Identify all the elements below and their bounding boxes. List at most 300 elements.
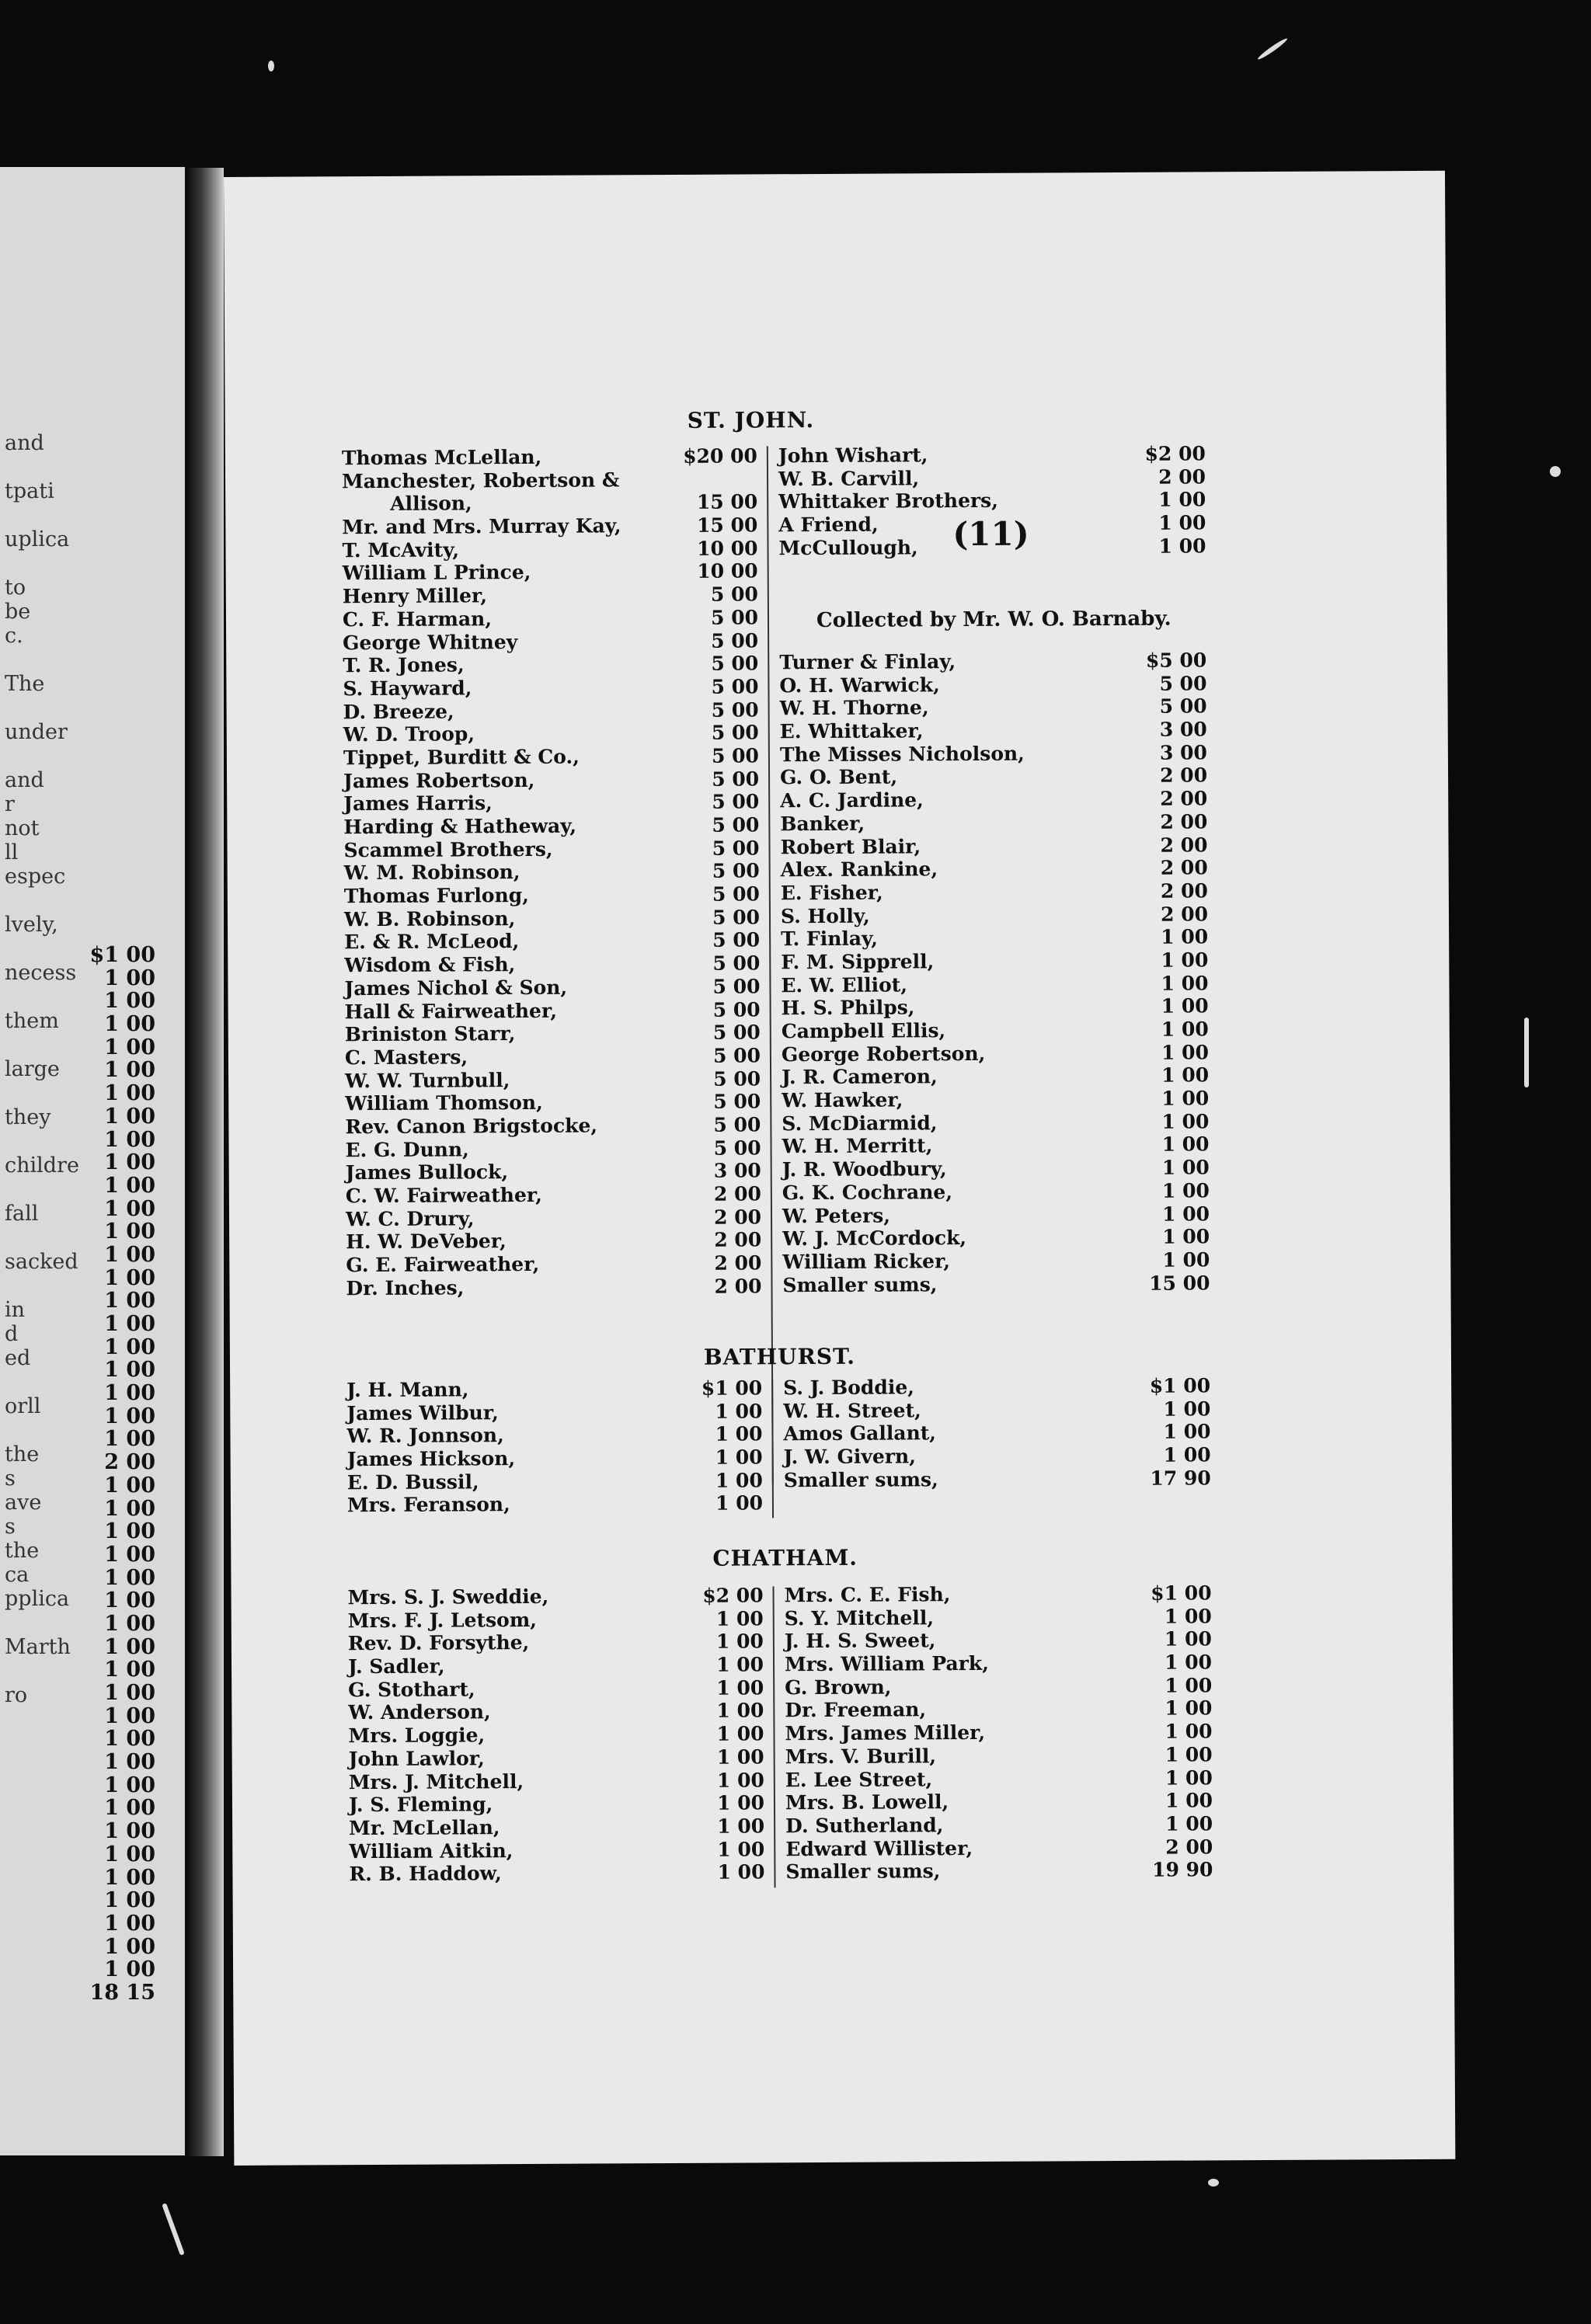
donor-row <box>346 1229 761 1254</box>
donor-name: T. Finlay, <box>781 927 878 951</box>
donor-name: James Hickson, <box>346 1447 516 1471</box>
donor-row <box>780 788 1207 813</box>
donor-row <box>783 1421 1210 1446</box>
previous-page-fragment: fall <box>5 1202 39 1226</box>
donor-row <box>348 1584 764 1609</box>
donor-row <box>783 1397 1210 1423</box>
previous-page-amount: 1 00 <box>104 1911 155 1936</box>
donor-row <box>780 810 1207 836</box>
donation-amount: 1 00 <box>715 1446 763 1469</box>
donation-amount: 1 00 <box>715 1491 764 1515</box>
donor-name: S. Hayward, <box>343 677 472 701</box>
donation-amount: 5 00 <box>712 859 760 883</box>
previous-page-amount: 1 00 <box>104 1588 155 1613</box>
donor-row <box>778 489 1206 514</box>
donor-row <box>349 1814 764 1839</box>
section-title-st-john: ST. JOHN. <box>687 407 815 433</box>
donor-name: Thomas McLellan, <box>341 445 542 470</box>
donation-amount: 1 00 <box>1161 1018 1209 1041</box>
donation-amount: 1 00 <box>1165 1743 1213 1766</box>
donor-name: G. Brown, <box>785 1675 892 1699</box>
donor-row <box>344 882 760 907</box>
previous-page-amount: 1 00 <box>104 1081 155 1106</box>
previous-page-amount: 1 00 <box>104 1473 155 1498</box>
donor-name: Mrs. F. J. Letsom, <box>347 1608 538 1632</box>
donor-row <box>346 1160 761 1185</box>
donor-row <box>345 998 761 1023</box>
donor-row <box>347 1492 763 1517</box>
donor-row <box>343 791 759 816</box>
donation-amount: 1 00 <box>715 1469 763 1492</box>
donor-name: Mrs. J. Mitchell, <box>348 1769 524 1793</box>
donor-row <box>780 741 1207 767</box>
donation-amount: 1 00 <box>1165 1651 1213 1674</box>
previous-page-amount: 1 00 <box>104 1404 155 1428</box>
donor-name: Allison, <box>390 492 472 516</box>
previous-page-amount: 1 00 <box>104 1173 155 1198</box>
donation-amount: 5 00 <box>712 975 761 998</box>
donor-row <box>342 513 757 538</box>
donor-row <box>782 1202 1210 1228</box>
donor-row <box>346 1400 762 1425</box>
donation-amount: 1 00 <box>716 1699 764 1723</box>
previous-page-fragment: lvely, <box>5 913 58 937</box>
donor-name: Mrs. V. Burill, <box>785 1745 937 1769</box>
donation-amount: 1 00 <box>1161 972 1209 995</box>
previous-page-fragment: and <box>5 431 44 455</box>
previous-page-fragment: c. <box>5 624 23 648</box>
donor-name: G. O. Bent, <box>779 765 898 789</box>
donation-amount: 1 00 <box>1162 1225 1210 1248</box>
donor-row <box>343 606 758 631</box>
donation-amount: 1 00 <box>716 1722 764 1745</box>
donor-name: John Wishart, <box>778 444 928 468</box>
donor-row <box>345 1044 761 1069</box>
donation-amount: 2 00 <box>1160 856 1208 879</box>
dust-speck <box>268 61 274 71</box>
donation-amount: 1 00 <box>1163 1397 1211 1421</box>
donation-amount: 1 00 <box>717 1814 765 1838</box>
donor-name: James Nichol & Son, <box>344 976 568 1000</box>
previous-page-amount: 1 00 <box>104 1727 155 1752</box>
donation-amount: 2 00 <box>1160 879 1208 903</box>
previous-page-amount: 1 00 <box>104 1634 155 1659</box>
donor-row <box>343 652 758 677</box>
chatham-left-column <box>348 1584 765 1886</box>
donor-name: W. M. Robinson, <box>343 861 520 885</box>
donor-row <box>778 511 1206 537</box>
donor-row <box>343 744 759 769</box>
donation-amount: 1 00 <box>1161 1041 1209 1064</box>
donor-row <box>782 1156 1210 1181</box>
donor-row <box>785 1697 1212 1723</box>
donor-row <box>346 1182 761 1207</box>
donor-name: Harding & Hatheway, <box>343 814 577 839</box>
donor-row <box>778 534 1206 560</box>
donation-amount: 1 00 <box>1158 511 1206 534</box>
donation-amount: 5 00 <box>712 1044 761 1067</box>
donation-amount: 2 00 <box>713 1182 761 1205</box>
donor-row <box>785 1812 1213 1838</box>
donor-row <box>780 695 1207 721</box>
donor-row <box>344 860 760 885</box>
donor-name: William Thomson, <box>345 1091 543 1115</box>
donor-name: T. McAvity, <box>342 538 460 562</box>
previous-page-amount: 1 00 <box>104 1242 155 1267</box>
previous-page-amount: 1 00 <box>104 1104 155 1129</box>
donation-amount: $20 00 <box>683 444 757 468</box>
previous-page-amount: $1 00 <box>89 943 155 967</box>
donation-amount: 5 00 <box>712 882 760 906</box>
dust-speck <box>1550 466 1561 477</box>
donation-amount: 1 00 <box>715 1607 764 1630</box>
previous-page-amount: 1 00 <box>104 1819 155 1844</box>
donor-name: D. Breeze, <box>343 700 454 723</box>
donor-name: W. Peters, <box>782 1204 891 1227</box>
donor-row <box>349 1861 764 1886</box>
donation-amount: $2 00 <box>702 1584 764 1607</box>
donation-amount: 5 00 <box>713 1113 761 1136</box>
donor-name: George Whitney <box>343 630 518 654</box>
donor-name: J. H. Mann, <box>346 1378 469 1402</box>
donation-amount: 5 00 <box>712 1021 761 1044</box>
donor-row <box>346 1423 762 1448</box>
donor-name: Campbell Ellis, <box>781 1019 946 1043</box>
donor-name: C. F. Harman, <box>342 607 493 631</box>
donor-name: James Robertson, <box>343 768 535 792</box>
donor-name: Banker, <box>780 812 865 836</box>
donor-name: J. R. Woodbury, <box>782 1157 947 1181</box>
previous-page-fragment: pplica <box>5 1587 70 1611</box>
donor-row <box>782 1226 1210 1251</box>
donation-amount: 1 00 <box>1158 488 1206 512</box>
donation-amount: $1 00 <box>1149 1374 1211 1397</box>
donor-row <box>781 879 1208 905</box>
donor-row <box>782 1133 1209 1159</box>
donation-amount: 1 00 <box>1163 1420 1211 1444</box>
donor-name: E. Fisher, <box>780 881 883 905</box>
bathurst-left-column <box>346 1376 763 1517</box>
donor-name: Mr. and Mrs. Murray Kay, <box>342 514 621 539</box>
donor-name: McCullough, <box>778 536 918 560</box>
st-john-right-column-top <box>778 442 1206 559</box>
donor-name: Smaller sums, <box>783 1467 938 1491</box>
column-rule-st-john <box>767 446 774 1483</box>
previous-page-fragment: them <box>5 1009 59 1033</box>
donation-amount: 1 00 <box>717 1791 765 1814</box>
donation-amount: 5 00 <box>1159 672 1207 695</box>
previous-page-fragment: necess <box>5 961 77 985</box>
donor-name: Henry Miller, <box>342 584 488 608</box>
dust-speck <box>1524 1018 1529 1087</box>
donation-amount: $1 00 <box>701 1376 763 1400</box>
donation-amount: 2 00 <box>1160 810 1208 833</box>
donation-amount: 1 00 <box>1161 994 1209 1018</box>
donation-amount: 15 00 <box>1149 1271 1210 1295</box>
donation-amount: 15 00 <box>696 490 758 514</box>
donation-amount: 1 00 <box>1164 1605 1212 1628</box>
donation-amount: 5 00 <box>711 606 759 629</box>
donor-name: John Lawlor, <box>348 1747 485 1770</box>
bathurst-right-column <box>783 1374 1211 1491</box>
donor-row <box>346 1275 761 1299</box>
donation-amount: 2 00 <box>1160 833 1208 857</box>
donor-row <box>342 491 757 516</box>
donor-name: W. B. Robinson, <box>343 906 516 931</box>
donation-amount: 1 00 <box>1163 1443 1211 1466</box>
donor-name: Alex. Rankine, <box>780 858 938 882</box>
donor-row <box>785 1605 1212 1630</box>
donor-row <box>785 1628 1212 1654</box>
donor-name: Mrs. C. E. Fish, <box>784 1583 951 1607</box>
previous-page-amount: 1 00 <box>104 1196 155 1221</box>
donation-amount: 5 00 <box>713 1090 761 1113</box>
previous-page-amount: 1 00 <box>104 965 155 990</box>
donation-amount: 1 00 <box>716 1768 764 1792</box>
donor-name: Mrs. William Park, <box>784 1651 989 1676</box>
donation-amount: 1 00 <box>1161 925 1209 948</box>
donor-row <box>781 972 1208 997</box>
donor-name: George Robertson, <box>781 1042 986 1066</box>
donor-name: E. W. Elliot, <box>781 973 908 997</box>
donor-name: J. W. Givern, <box>783 1445 916 1469</box>
donation-amount: 5 00 <box>712 997 761 1021</box>
donor-row <box>346 1376 762 1401</box>
donor-name: W. Hawker, <box>782 1088 903 1112</box>
donor-name: W. W. Turnbull, <box>345 1068 510 1092</box>
donor-row <box>343 813 759 838</box>
column-rule-chatham <box>773 1586 776 1887</box>
donor-name: Manchester, Robertson & <box>341 468 620 492</box>
donation-amount: 5 00 <box>712 928 761 952</box>
donor-row <box>343 583 758 608</box>
donation-amount: 2 00 <box>1165 1835 1213 1859</box>
donor-name: Wisdom & Fish, <box>344 953 516 977</box>
donor-name: W. J. McCordock, <box>782 1226 967 1251</box>
donor-row <box>347 1446 763 1470</box>
previous-page-amount: 1 00 <box>104 1703 155 1728</box>
donor-name: J. S. Fleming, <box>348 1793 493 1817</box>
previous-page-fragment: Marth <box>5 1635 71 1659</box>
donation-amount: 1 00 <box>1161 1132 1210 1157</box>
previous-page-fragment: ed <box>5 1346 31 1370</box>
previous-page-fragment: to be <box>5 576 31 624</box>
donor-row <box>780 764 1207 790</box>
dust-speck <box>1256 37 1288 61</box>
donor-row <box>342 444 757 469</box>
donor-row <box>342 537 757 562</box>
donor-name: S. J. Boddie, <box>783 1376 914 1400</box>
donation-amount: 3 00 <box>1159 718 1207 741</box>
donor-name: Rev. D. Forsythe, <box>347 1631 530 1655</box>
page-number: (11) <box>952 514 1029 554</box>
donor-name: G. Stothart, <box>348 1678 475 1701</box>
donor-name: W. H. Merritt, <box>782 1134 933 1158</box>
donation-amount: 5 00 <box>712 906 761 929</box>
previous-page-fragment: and r <box>5 768 44 816</box>
donation-amount: 1 00 <box>717 1837 765 1861</box>
donation-amount: 5 00 <box>712 837 760 860</box>
donor-name: William Ricker, <box>782 1249 951 1274</box>
donor-row <box>343 629 758 654</box>
previous-page-amount: 1 00 <box>104 1796 155 1821</box>
donation-amount: $5 00 <box>1145 649 1207 672</box>
donor-name: Smaller sums, <box>782 1272 938 1296</box>
donor-row <box>782 1018 1209 1043</box>
previous-page-amount: 1 00 <box>104 989 155 1014</box>
donor-name: Robert Blair, <box>780 834 921 858</box>
donor-row <box>780 833 1207 859</box>
previous-page-amount: 1 00 <box>104 1519 155 1544</box>
previous-page-amount: 1 00 <box>104 1427 155 1452</box>
previous-page-fragment: not ll <box>5 816 40 865</box>
donation-amount: 1 00 <box>1161 1087 1210 1110</box>
previous-page-amount: 1 00 <box>104 1750 155 1775</box>
donation-amount: 5 00 <box>711 628 759 652</box>
dust-speck <box>162 2203 185 2256</box>
previous-page-amount: 1 00 <box>104 1012 155 1037</box>
donor-name: W. C. Drury, <box>345 1207 475 1230</box>
previous-page-fragment: large <box>5 1057 60 1081</box>
donation-amount: 1 00 <box>715 1400 763 1423</box>
donation-amount: 1 00 <box>1165 1696 1213 1720</box>
donor-name: J. R. Cameron, <box>782 1065 938 1089</box>
donor-row <box>345 1021 761 1046</box>
donor-row <box>344 906 760 931</box>
donation-amount: 1 00 <box>1165 1674 1213 1697</box>
st-john-right-column-bottom <box>779 649 1210 1296</box>
donor-name: S. Holly, <box>780 904 870 927</box>
donor-name: Whittaker Brothers, <box>778 489 998 513</box>
donation-amount: 1 00 <box>1158 534 1206 558</box>
donation-amount: 1 00 <box>716 1745 764 1769</box>
donor-name: W. H. Thorne, <box>779 696 929 720</box>
page <box>224 171 1455 2166</box>
donor-name: Thomas Furlong, <box>343 884 530 908</box>
previous-page-amount-column <box>62 944 155 2005</box>
donation-amount: 1 00 <box>1165 1812 1213 1835</box>
donor-name: T. R. Jones, <box>343 653 465 677</box>
previous-page-fragment: orll <box>5 1394 41 1418</box>
donor-row <box>344 929 760 954</box>
donor-row <box>348 1700 764 1724</box>
donation-amount: 1 00 <box>715 1422 763 1446</box>
donor-row <box>779 649 1206 674</box>
column-rule-bathurst <box>771 1379 774 1518</box>
donor-name: E. D. Bussil, <box>346 1470 479 1494</box>
previous-page-amount: 1 00 <box>104 1150 155 1175</box>
donor-name: William Aitkin, <box>349 1839 514 1863</box>
donation-amount: 5 00 <box>712 790 760 814</box>
donation-amount: 1 00 <box>1161 1179 1210 1202</box>
donation-amount: 3 00 <box>1159 741 1207 764</box>
donor-row <box>347 1469 763 1494</box>
donor-name: Smaller sums, <box>785 1860 941 1884</box>
donation-amount: 5 00 <box>711 652 759 675</box>
donation-amount: 2 00 <box>714 1251 762 1275</box>
donor-row <box>785 1674 1212 1700</box>
donor-name: Mrs. B. Lowell, <box>785 1790 949 1814</box>
donor-row <box>782 995 1209 1021</box>
previous-page-amount: 1 00 <box>104 1035 155 1059</box>
previous-page-amount: 1 00 <box>104 1127 155 1152</box>
donor-row <box>781 926 1208 952</box>
donor-row <box>344 975 760 1000</box>
donor-row <box>784 1466 1211 1492</box>
donor-row <box>348 1630 764 1655</box>
donor-row <box>349 1745 764 1770</box>
donation-amount: 3 00 <box>713 1159 761 1183</box>
previous-page-amount: 1 00 <box>104 1611 155 1636</box>
donor-row <box>785 1766 1213 1792</box>
donor-name: Rev. Canon Brigstocke, <box>345 1114 598 1139</box>
donor-row <box>346 1205 761 1230</box>
donation-amount: 5 00 <box>711 675 759 698</box>
previous-page-amount: 1 00 <box>104 1334 155 1359</box>
donation-amount: $2 00 <box>1144 442 1206 465</box>
previous-page-amount: 1 00 <box>104 1773 155 1797</box>
donor-name: S. Y. Mitchell, <box>784 1606 935 1630</box>
donor-row <box>349 1838 764 1863</box>
donor-row <box>343 837 759 861</box>
donor-name: James Wilbur, <box>346 1400 499 1425</box>
donor-row <box>343 698 759 723</box>
previous-page-fragment: The <box>5 672 45 696</box>
donor-name: G. K. Cochrane, <box>782 1180 953 1205</box>
donor-name: W. H. Street, <box>783 1399 921 1422</box>
donation-amount: 15 00 <box>696 513 758 537</box>
previous-page-amount: 1 00 <box>104 1658 155 1682</box>
previous-page-amount: 1 00 <box>104 1681 155 1705</box>
donor-row <box>781 857 1208 882</box>
donor-row <box>345 1113 761 1138</box>
donor-row <box>784 1581 1211 1607</box>
donation-amount: 1 00 <box>717 1860 765 1884</box>
donor-name: W. B. Carvill, <box>778 467 920 490</box>
donor-row <box>346 1251 761 1276</box>
donor-name: H. S. Philps, <box>781 996 915 1020</box>
donation-amount: 1 00 <box>1162 1248 1210 1272</box>
donor-name: Hall & Fairweather, <box>344 999 558 1023</box>
donor-name: A. C. Jardine, <box>780 788 924 812</box>
donation-amount: $1 00 <box>1151 1581 1212 1605</box>
donor-row <box>778 465 1206 491</box>
donor-row <box>785 1835 1213 1861</box>
donor-name: Mrs. Loggie, <box>348 1724 486 1748</box>
donation-amount: 2 00 <box>1160 764 1208 788</box>
donor-row <box>782 1110 1209 1136</box>
previous-page-fragment: ro <box>5 1683 28 1707</box>
previous-page-fragment: they <box>5 1105 51 1129</box>
donor-name: Turner & Finlay, <box>779 650 956 674</box>
donor-row <box>348 1607 764 1632</box>
donor-name: F. M. Sipprell, <box>781 950 935 974</box>
previous-page-amount: 1 00 <box>104 1842 155 1867</box>
donor-name: Briniston Starr, <box>344 1022 516 1046</box>
donor-name: C. Masters, <box>344 1045 468 1070</box>
previous-page-amount: 1 00 <box>104 1219 155 1244</box>
donor-row <box>343 722 759 746</box>
previous-page-amount: 1 00 <box>104 1542 155 1567</box>
donation-amount: 5 00 <box>712 767 760 791</box>
donor-name: Dr. Freeman, <box>785 1698 927 1722</box>
previous-page-fragment: the s <box>5 1442 40 1491</box>
donor-row <box>785 1743 1213 1769</box>
donor-name: W. R. Jonnson, <box>346 1424 504 1448</box>
donation-amount: 1 00 <box>1161 1110 1210 1133</box>
donor-row <box>345 1067 761 1092</box>
book-gutter <box>186 168 224 2156</box>
